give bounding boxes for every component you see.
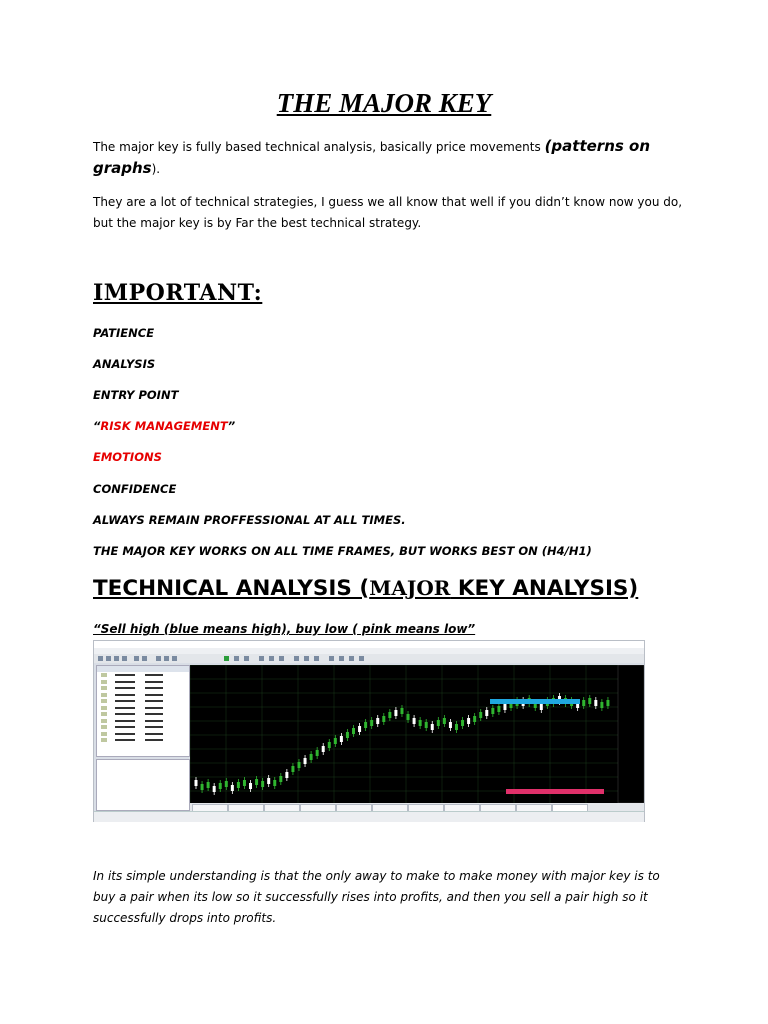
candle-body — [207, 782, 210, 788]
conclusion-paragraph: In its simple understanding is that the only away to make to make money with major key is to buy a pair when its low so it successfully rises into profits, and then you sell a pair high so it successfully drops into profits. — [93, 869, 660, 925]
candle-body — [388, 712, 391, 718]
chart-tabs — [190, 803, 644, 811]
candle-body — [334, 738, 337, 744]
candle-body — [443, 718, 446, 724]
candle-body — [467, 718, 470, 724]
app-toolbar — [94, 654, 644, 663]
important-item-risk-management — [93, 419, 235, 433]
candle-body — [231, 785, 234, 791]
market-watch-row — [97, 737, 189, 744]
candlestick-chart — [190, 665, 644, 803]
important-item-professional: ALWAYS REMAIN PROFFESSIONAL AT ALL TIMES. — [93, 513, 406, 527]
candle-body — [243, 780, 246, 786]
candle-body — [255, 779, 258, 785]
candle-body — [267, 778, 270, 784]
candle-body — [352, 728, 355, 734]
candle-body — [497, 706, 500, 712]
status-bar — [94, 811, 644, 822]
risk-management-text: RISK MANAGEMENT — [100, 419, 228, 433]
candle-body — [485, 710, 488, 716]
candle-body — [588, 698, 591, 704]
candle-body — [201, 784, 204, 790]
candle-body — [304, 758, 307, 764]
candle-body — [594, 700, 597, 706]
chart-caption: “Sell high (blue means high), buy low ( pink means low” — [93, 622, 476, 636]
candle-body — [394, 710, 397, 716]
candle-body — [582, 700, 585, 706]
candle-body — [291, 766, 294, 772]
market-watch-panel — [96, 665, 190, 757]
intro-text: The major key is fully based technical analysis, basically price movements — [93, 140, 545, 154]
technical-analysis-heading — [93, 576, 638, 601]
high-marker-blue — [490, 699, 580, 704]
tech-heading-part-b: MAJOR — [369, 576, 451, 600]
candle-body — [279, 776, 282, 782]
candle-body — [461, 720, 464, 726]
candle-body — [273, 780, 276, 786]
candle-body — [503, 704, 506, 710]
intro-paragraph-2: They are a lot of technical strategies, I guess we all know that well if you didn’t know now you do, but the major key is by Far the best technical strategy. — [93, 195, 683, 230]
important-item-entry-point: ENTRY POINT — [93, 388, 179, 402]
candle-body — [249, 783, 252, 789]
candle-body — [322, 746, 325, 752]
important-item-time-frames: THE MAJOR KEY WORKS ON ALL TIME FRAMES, BUT WORKS BEST ON (H4/H1) — [93, 544, 592, 558]
candle-body — [400, 708, 403, 714]
candle-body — [455, 724, 458, 730]
candle-body — [431, 724, 434, 730]
candle-body — [310, 754, 313, 760]
candle-body — [225, 781, 228, 787]
important-item-emotions: EMOTIONS — [93, 450, 162, 464]
candle-body — [382, 716, 385, 722]
price-chart — [190, 665, 644, 803]
candle-body — [425, 722, 428, 728]
candle-body — [340, 736, 343, 742]
candle-body — [491, 708, 494, 714]
candle-body — [297, 762, 300, 768]
candle-body — [364, 722, 367, 728]
intro-end: ). — [151, 162, 161, 176]
candle-body — [419, 720, 422, 726]
intro-paragraph-1 — [93, 136, 683, 180]
candle-body — [316, 750, 319, 756]
important-item-confidence: CONFIDENCE — [93, 482, 177, 496]
candle-body — [213, 786, 216, 792]
candle-body — [606, 700, 609, 706]
candle-body — [261, 781, 264, 787]
candle-body — [358, 726, 361, 732]
candle-body — [540, 704, 543, 710]
candle-body — [370, 720, 373, 726]
candle-body — [328, 742, 331, 748]
low-marker-pink — [506, 789, 604, 794]
important-heading: IMPORTANT: — [93, 280, 263, 306]
candle-body — [237, 782, 240, 788]
candle-body — [449, 722, 452, 728]
tech-heading-part-c: KEY ANALYSIS) — [450, 576, 639, 601]
candle-body — [376, 718, 379, 724]
navigator-panel — [96, 759, 190, 811]
quote-open: “ — [93, 419, 101, 433]
candle-body — [437, 720, 440, 726]
intro-emphasis: (patterns on graphs — [93, 137, 651, 177]
candle-body — [285, 772, 288, 778]
trading-platform-screenshot — [93, 640, 645, 822]
candle-body — [413, 718, 416, 724]
app-titlebar — [94, 641, 644, 648]
candle-body — [479, 712, 482, 718]
document-title: THE MAJOR KEY — [276, 88, 492, 118]
quote-close: ” — [227, 419, 236, 433]
candle-body — [219, 783, 222, 789]
important-item-analysis: ANALYSIS — [93, 357, 156, 371]
tech-heading-part-a: TECHNICAL ANALYSIS ( — [93, 576, 370, 601]
candle-body — [195, 780, 198, 786]
candle-body — [407, 714, 410, 720]
candle-body — [346, 732, 349, 738]
candle-body — [600, 702, 603, 708]
candle-body — [473, 716, 476, 722]
important-item-patience: PATIENCE — [93, 326, 155, 340]
